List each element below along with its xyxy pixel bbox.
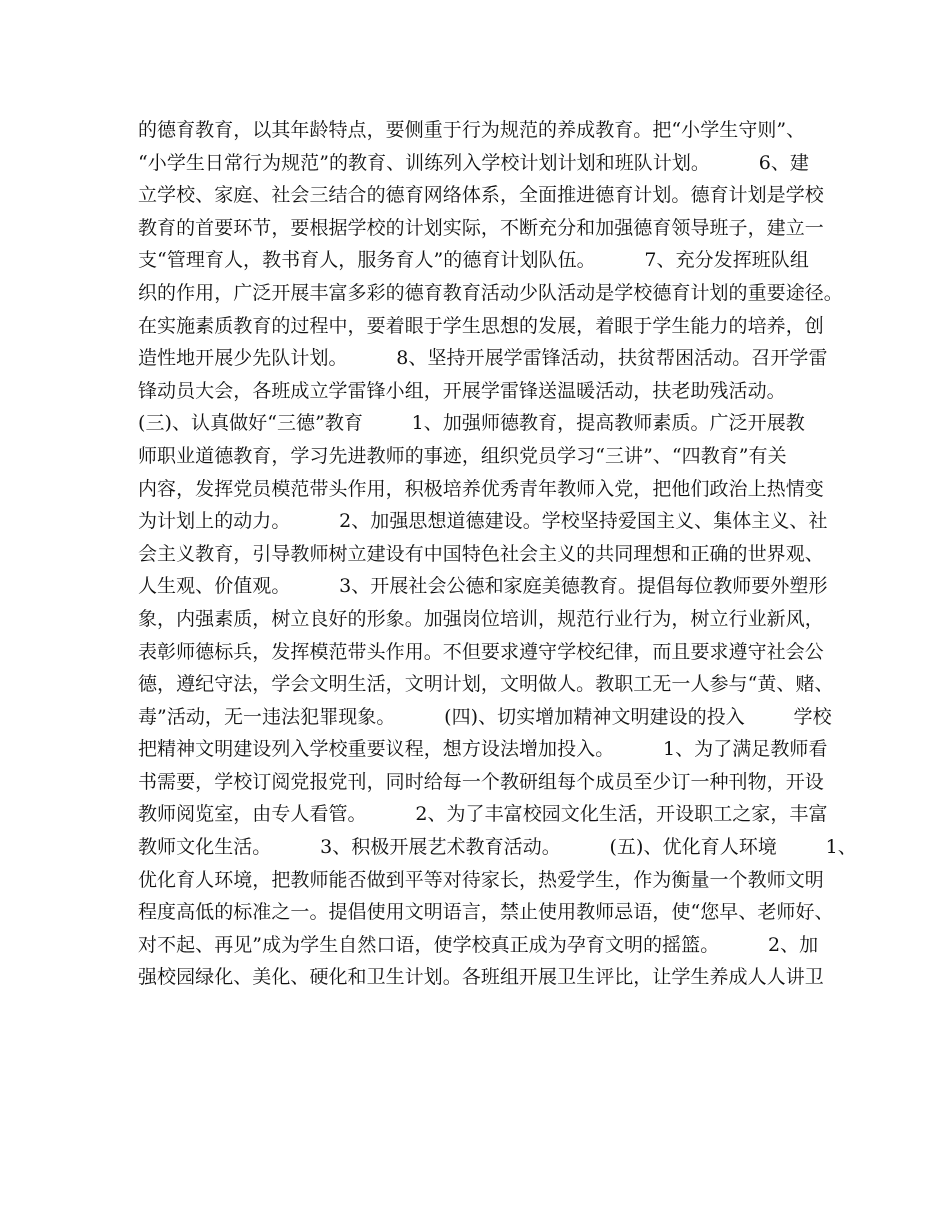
text-line: 在实施素质教育的过程中，要着眼于学生思想的发展，着眼于学生能力的培养，创	[138, 314, 824, 337]
text-line: 表彰师德标兵，发挥模范带头作用。不但要求遵守学校纪律，而且要求遵守社会公	[138, 640, 824, 663]
text-line: 毒”活动，无一违法犯罪现象。 (四)、切实增加精神文明建设的投入 学校	[138, 705, 832, 728]
text-line: 内容，发挥党员模范带头作用，积极培养优秀青年教师入党，把他们政治上热情变	[138, 477, 824, 500]
text-line: 教育的首要环节，要根据学校的计划实际，不断充分和加强德育领导班子，建立一	[138, 216, 824, 239]
text-line: 程度高低的标准之一。提倡使用文明语言，禁止使用教师忌语，使“您早、老师好、	[138, 901, 834, 924]
text-line: “小学生日常行为规范”的教育、训练列入学校计划计划和班队计划。 6、建	[138, 151, 809, 174]
body-text	[138, 114, 857, 994]
text-line: 德，遵纪守法，学会文明生活，文明计划，文明做人。教职工无一人参与“黄、赌、	[138, 673, 834, 696]
text-line: 象，内强素质，树立良好的形象。加强岗位培训，规范行业行为，树立行业新风，	[138, 607, 824, 630]
text-line: 把精神文明建设列入学校重要议程，想方设法增加投入。 1、为了满足教师看	[138, 738, 828, 761]
text-line: 强校园绿化、美化、硬化和卫生计划。各班组开展卫生评比，让学生养成人人讲卫	[138, 966, 824, 989]
text-line: 立学校、家庭、社会三结合的德育网络体系，全面推进德育计划。德育计划是学校	[138, 184, 824, 207]
text-line: 书需要，学校订阅党报党刊，同时给每一个教研组每个成员至少订一种刊物，开设	[138, 770, 824, 793]
text-line: 教师阅览室，由专人看管。 2、为了丰富校园文化生活，开设职工之家，丰富	[138, 803, 828, 826]
text-line: (三)、认真做好“三德”教育 1、加强师德教育，提高教师素质。广泛开展教	[138, 412, 805, 435]
text-line: 支“管理育人，教书育人，服务育人”的德育计划队伍。 7、充分发挥班队组	[138, 249, 809, 272]
text-line: 人生观、价值观。 3、开展社会公德和家庭美德教育。提倡每位教师要外塑形	[138, 575, 828, 598]
text-line: 锋动员大会，各班成立学雷锋小组，开展学雷锋送温暖活动，扶老助残活动。	[138, 379, 786, 402]
text-line: 织的作用，广泛开展丰富多彩的德育教育活动少队活动是学校德育计划的重要途径。	[138, 281, 843, 304]
text-line: 造性地开展少先队计划。 8、坚持开展学雷锋活动，扶贫帮困活动。召开学雷	[138, 347, 828, 370]
text-line: 优化育人环境，把教师能否做到平等对待家长，热爱学生，作为衡量一个教师文明	[138, 868, 824, 891]
text-line: 会主义教育，引导教师树立建设有中国特色社会主义的共同理想和正确的世界观、	[138, 542, 824, 565]
text-line: 为计划上的动力。 2、加强思想道德建设。学校坚持爱国主义、集体主义、社	[138, 510, 828, 533]
text-line: 的德育教育，以其年龄特点，要侧重于行为规范的养成教育。把“小学生守则”、	[138, 119, 806, 141]
text-line: 对不起、再见”成为学生自然口语，使学校真正成为孕育文明的摇篮。 2、加	[138, 933, 819, 956]
text-line: 教师文化生活。 3、积极开展艺术教育活动。 (五)、优化育人环境 1、	[138, 836, 857, 859]
text-line: 师职业道德教育，学习先进教师的事迹，组织党员学习“三讲”、“四教育”有关	[138, 444, 787, 467]
